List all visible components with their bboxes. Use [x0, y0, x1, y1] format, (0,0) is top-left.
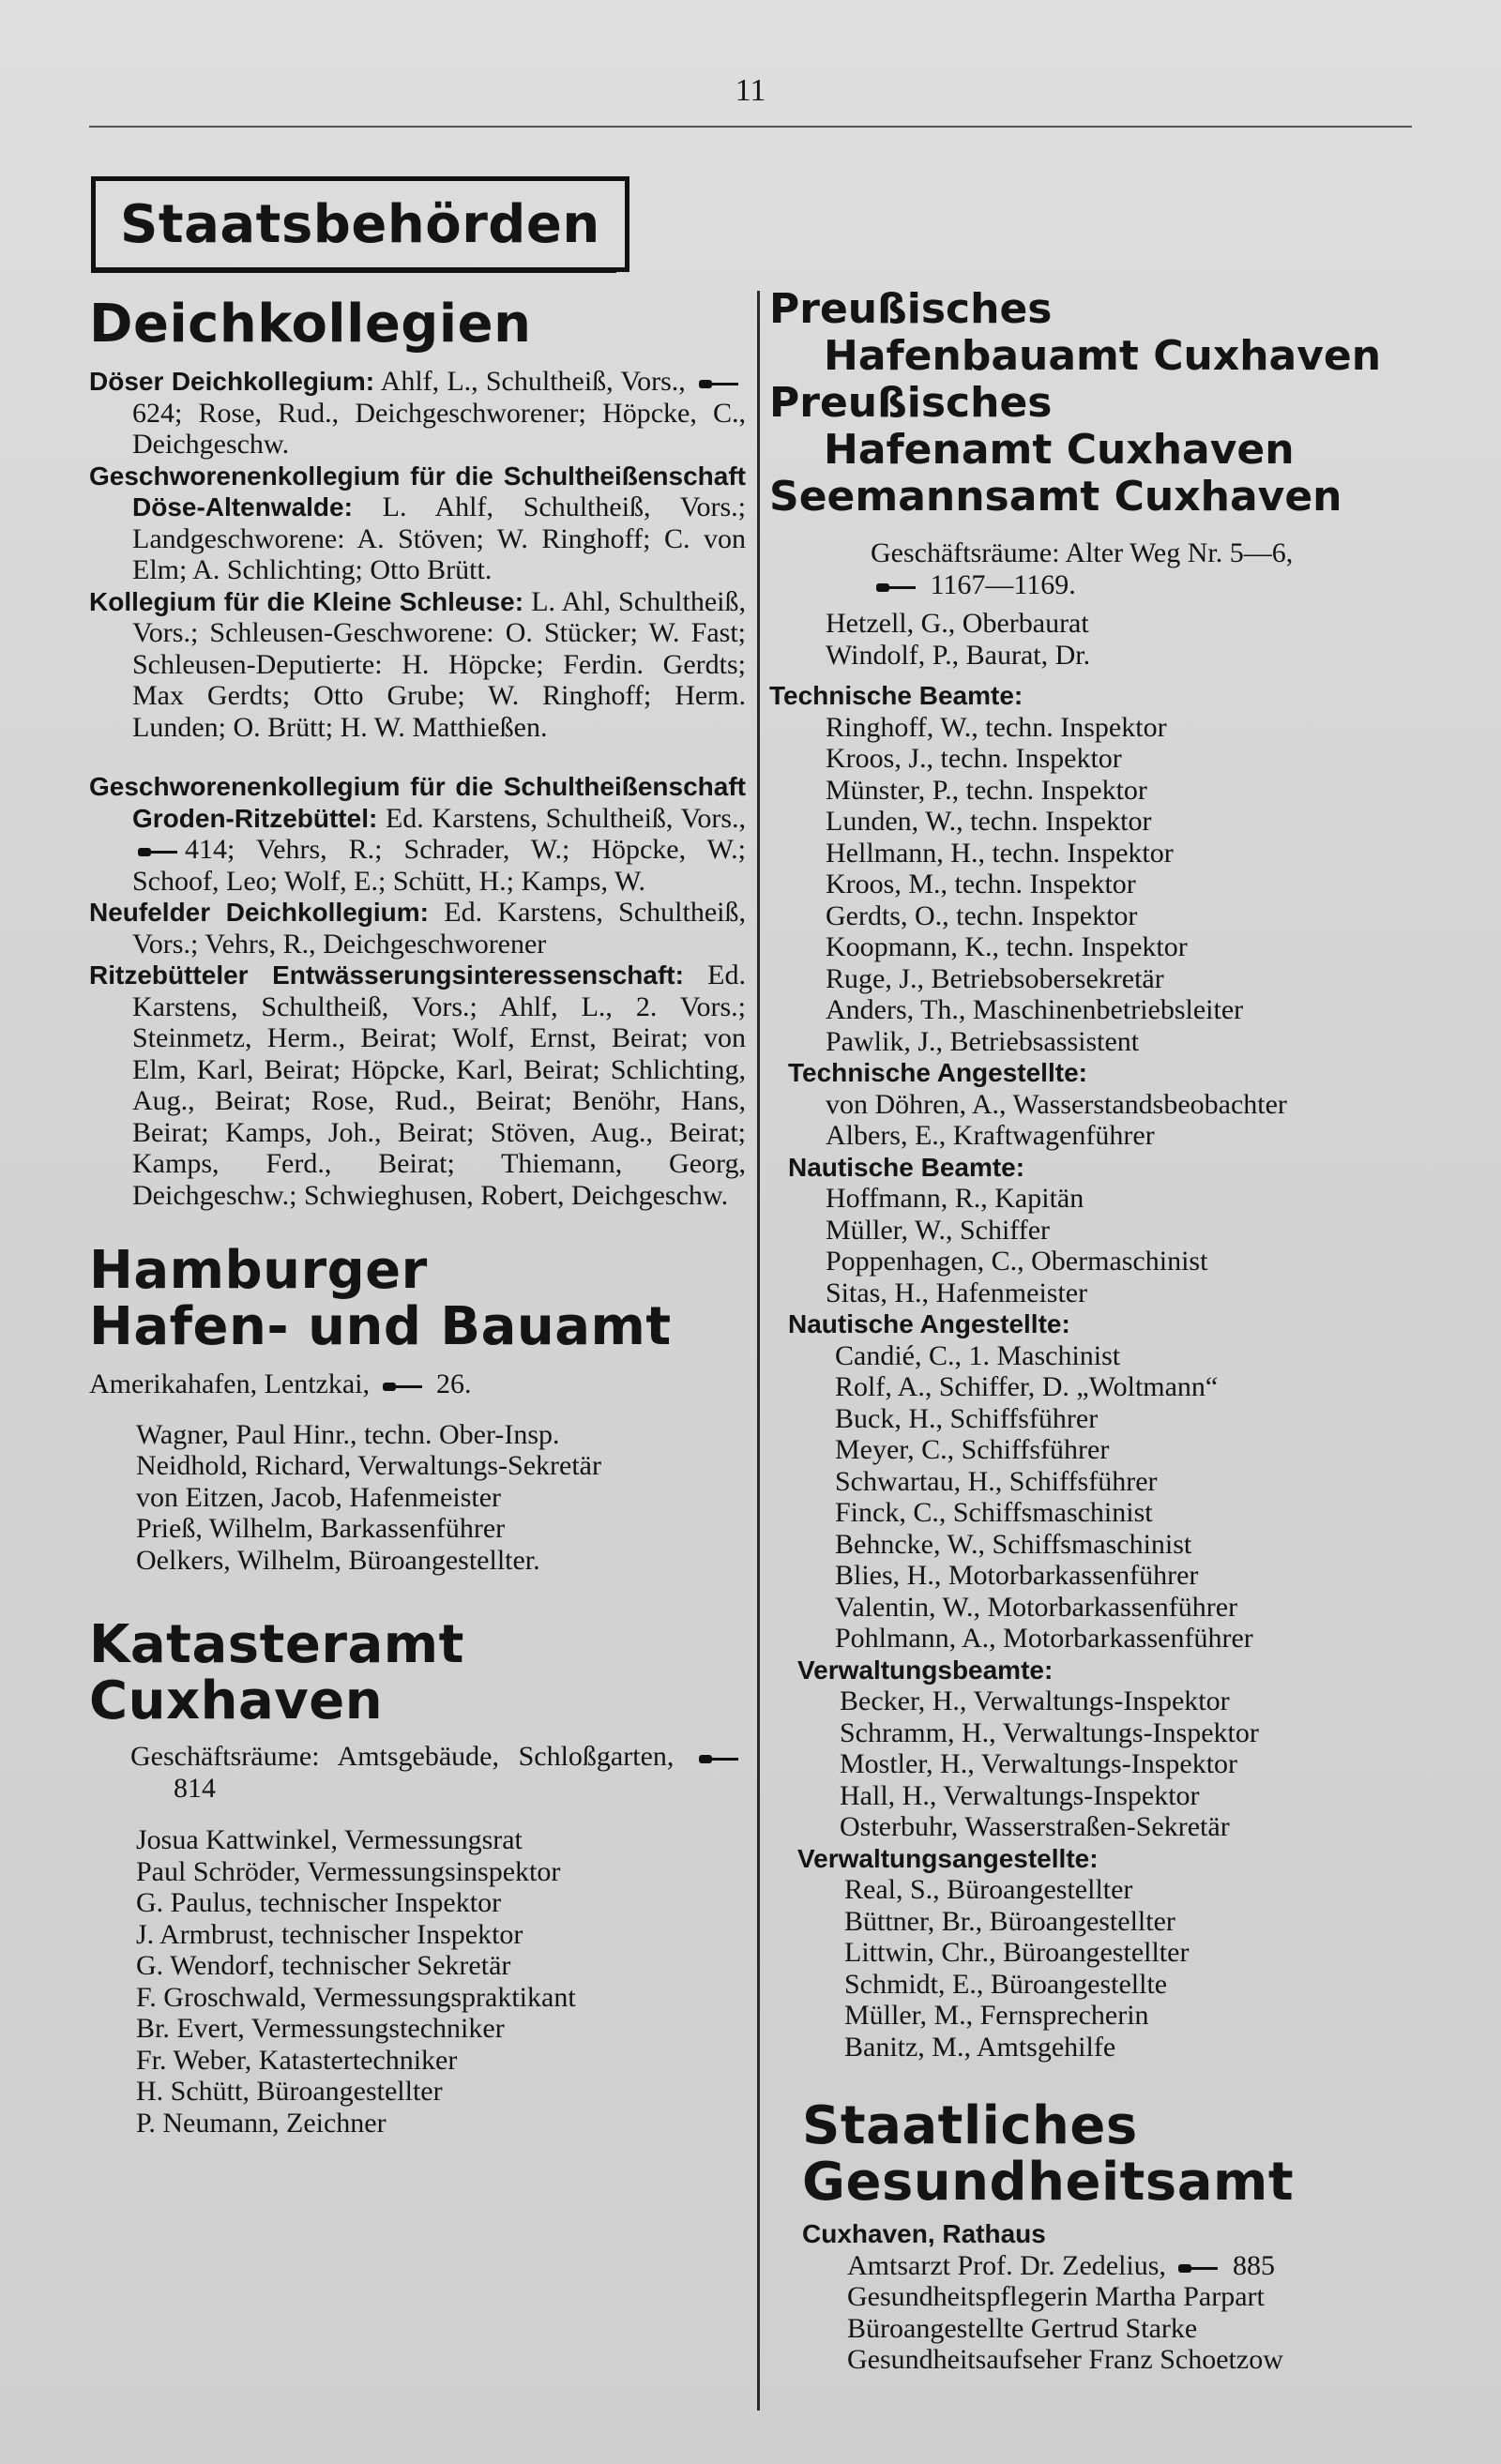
- list-item: F. Groschwald, Vermessungspraktikant: [136, 1981, 576, 2013]
- deich-entries: [89, 366, 746, 1211]
- list-item: Albers, E., Kraftwagenführer: [826, 1120, 1155, 1151]
- list-item: Banitz, M., Amtsgehilfe: [844, 2031, 1116, 2063]
- list-item: Pohlmann, A., Motorbarkassenführer: [835, 1623, 1253, 1654]
- gesundheitsamt-section: [769, 2095, 1426, 2376]
- list-item: Büroangestellte Gertrud Starke: [847, 2312, 1198, 2344]
- list-item: Pawlik, J., Betriebsassistent: [826, 1025, 1140, 1057]
- list-item: Gesundheitsaufseher Franz Schoetzow: [847, 2344, 1283, 2375]
- list-item: Kroos, M., techn. Inspektor: [826, 869, 1136, 899]
- list-item: Schramm, H., Verwaltungs-Inspektor: [840, 1716, 1259, 1748]
- seemannsamt-heading: Seemannsamt Cuxhaven: [769, 473, 1342, 521]
- left-column: [89, 281, 746, 2139]
- group-label: Technische Angestellte:: [788, 1058, 1087, 1087]
- pr-hafenamt-heading-1: Preußisches: [769, 379, 1053, 427]
- pr-hafenbauamt-heading-2: Hafenbauamt Cuxhaven: [824, 332, 1382, 380]
- hafenamt-phone-line: [769, 569, 1426, 601]
- hamburg-staff-list: [89, 1419, 746, 1577]
- list-item: Oelkers, Wilhelm, Büroangestellter.: [136, 1544, 540, 1576]
- group-label: Verwaltungsbeamte:: [797, 1655, 1054, 1685]
- list-item: von Döhren, A., Wasserstandsbeobachter: [826, 1088, 1287, 1120]
- list-item: Mostler, H., Verwaltungs-Inspektor: [840, 1748, 1238, 1779]
- entry-kleine-schleuse: [89, 586, 746, 744]
- group-items: [769, 1340, 1426, 1655]
- list-item: Koopmann, K., techn. Inspektor: [826, 931, 1188, 962]
- entry-text: Ed. Karstens, Schultheiß, Vors.,: [385, 802, 747, 834]
- group-label: Technische Beamte:: [769, 681, 1023, 710]
- list-item: Osterbuhr, Wasserstraßen-Sekretär: [840, 1811, 1230, 1842]
- list-item: Poppenhagen, C., Obermaschinist: [826, 1246, 1208, 1277]
- list-item: G. Paulus, technischer Inspektor: [136, 1887, 502, 1918]
- entry-text: Ed. Karstens, Schultheiß, Vors.; Vehrs, R., Deichgeschworener: [132, 897, 746, 960]
- group-label: Verwaltungsangestellte:: [797, 1843, 1099, 1873]
- phone-number: 885: [1232, 2249, 1275, 2281]
- entry-label: Geschworenenkollegium für die Schultheißenschaft Groden-Ritzebüttel:: [89, 772, 746, 833]
- group-label: Nautische Angestellte:: [788, 1309, 1070, 1338]
- list-item: Gerdts, O., techn. Inspektor: [826, 899, 1138, 931]
- entry-text: Ed. Karstens, Schultheiß, Vors.; Ahlf, L., 2. Vors.; Steinmetz, Herm., Beirat; Wolf, Ernst, Beirat; von Elm, Karl, Beirat; Höpcke, Karl, Beirat; Schlichting, Aug., Beirat; Rose, Rud., Beirat; Benöhr, Hans, Beirat; Kamps, Joh., Beirat; Stöven, Aug., Beirat; Kamps, Ferd., Beirat; Thiemann, Georg, Deichgeschw.; Schwieghusen, Robert, Deichgeschw.: [132, 960, 746, 1211]
- entry-text-after: ; Rose, Rud., Deichgeschworener; Höpcke, C., Deichgeschw.: [132, 397, 746, 460]
- list-item: Prieß, Wilhelm, Barkassenführer: [136, 1513, 506, 1544]
- section-title: Staatsbehörden: [91, 176, 629, 272]
- list-item: Lunden, W., techn. Inspektor: [826, 806, 1152, 837]
- entry-label: Ritzebütteler Entwässerungsinteressenschaft:: [89, 960, 684, 990]
- group-items: [769, 1089, 1426, 1152]
- entry-doeser: [89, 366, 746, 461]
- deichkollegien-heading: Deichkollegien: [89, 294, 532, 355]
- entry-label: Kollegium für die Kleine Schleuse:: [89, 586, 524, 616]
- staff-group-nautische-angestellte: [769, 1308, 1426, 1655]
- list-item: Ruge, J., Betriebsobersekretär: [826, 962, 1164, 994]
- entry-text-after: ; Vehrs, R.; Schrader, W.; Höpcke, W.; Schoof, Leo; Wolf, E.; Schütt, H.; Kamps, W.: [132, 834, 746, 897]
- list-item: Windolf, P., Baurat, Dr.: [826, 639, 1091, 671]
- entry-groden-ritzebuettel: [89, 771, 746, 897]
- list-item: Br. Evert, Vermessungstechniker: [136, 2013, 505, 2044]
- pr-hafenamt-heading-2: Hafenamt Cuxhaven: [824, 426, 1295, 474]
- pr-hafenbauamt-heading-1: Preußisches: [769, 285, 1053, 333]
- list-item: Hellmann, H., techn. Inspektor: [826, 837, 1174, 869]
- hamburg-address: [89, 1368, 746, 1400]
- telephone-icon: [1178, 2260, 1220, 2275]
- list-item: Hetzell, G., Oberbaurat: [826, 608, 1089, 639]
- list-item: Hoffmann, R., Kapitän: [826, 1183, 1084, 1214]
- kataster-heading-1: Katasteramt: [89, 1614, 464, 1675]
- list-item: Neidhold, Richard, Verwaltungs-Sekretär: [136, 1450, 601, 1481]
- phone-number: 26.: [436, 1368, 472, 1399]
- gesundheitsamt-heading-2: Gesundheitsamt: [802, 2152, 1295, 2213]
- entry-ritzebuetteler: [89, 960, 746, 1211]
- phone-number: 414: [185, 834, 227, 865]
- list-item: Blies, H., Motorbarkassenführer: [835, 1560, 1199, 1591]
- address-text: Amerikahafen, Lentzkai,: [89, 1368, 371, 1399]
- list-item: Schwartau, H., Schiffsführer: [835, 1465, 1158, 1497]
- list-item: H. Schütt, Büroangestellter: [136, 2076, 443, 2107]
- group-items: [769, 712, 1426, 1058]
- list-item: Finck, C., Schiffsmaschinist: [835, 1497, 1153, 1528]
- gesundheitsamt-address: Cuxhaven, Rathaus: [802, 2219, 1046, 2248]
- staff-text: Amtsarzt Prof. Dr. Zedelius,: [847, 2249, 1166, 2281]
- hamburger-heading-1: Hamburger: [89, 1240, 428, 1301]
- telephone-icon: [138, 844, 179, 859]
- list-item: Büttner, Br., Büroangestellter: [844, 1905, 1175, 1937]
- list-item: Behncke, W., Schiffsmaschinist: [835, 1528, 1192, 1560]
- staff-group-verwaltungsangestellte: [769, 1843, 1426, 2063]
- entry-label: Geschworenenkollegium für die Schultheißenschaft Döse-Altenwalde:: [89, 461, 746, 522]
- entry-text: L. Ahlf, Schultheiß, Vors.; Landgeschworene: A. Stöven; W. Ringhoff; C. von Elm; A. Schlichting; Otto Brütt.: [132, 491, 746, 585]
- hafenamt-heads: [769, 608, 1426, 671]
- list-item: Kroos, J., techn. Inspektor: [826, 743, 1122, 774]
- group-items: [769, 1874, 1426, 2063]
- entry-label: Döser Deichkollegium:: [89, 367, 375, 396]
- kataster-heading-2: Cuxhaven: [89, 1670, 384, 1731]
- list-item: J. Armbrust, technischer Inspektor: [136, 1918, 523, 1950]
- group-label: Nautische Beamte:: [788, 1152, 1025, 1182]
- entry-text: Ahlf, L., Schultheiß, Vors.,: [380, 366, 686, 397]
- staff-group-verwaltungsbeamte: [769, 1655, 1426, 1843]
- title-underline: [91, 268, 616, 273]
- list-item: Josua Kattwinkel, Vermessungsrat: [136, 1824, 523, 1855]
- entry-neufelder: [89, 897, 746, 960]
- list-item: Candié, C., 1. Maschinist: [835, 1339, 1121, 1371]
- address-text: Geschäftsräume: Amtsgebäude, Schloßgarten,: [130, 1741, 675, 1772]
- list-item: G. Wendorf, technischer Sekretär: [136, 1950, 511, 1981]
- group-items: [769, 1183, 1426, 1308]
- list-item: von Eitzen, Jacob, Hafenmeister: [136, 1481, 502, 1513]
- top-rule: [89, 126, 1412, 128]
- list-item: Gesundheitspflegerin Martha Parpart: [847, 2281, 1265, 2312]
- list-item: Müller, M., Fernsprecherin: [844, 2000, 1149, 2031]
- list-item: Rolf, A., Schiffer, D. „Woltmann“: [835, 1371, 1219, 1402]
- right-column: [769, 286, 1426, 2376]
- staff-group-nautische-beamte: [769, 1152, 1426, 1309]
- hamburger-heading-2: Hafen- und Bauamt: [89, 1296, 672, 1357]
- telephone-icon: [699, 1751, 740, 1766]
- entry-text: L. Ahl, Schultheiß, Vors.; Schleusen-Geschworene: O. Stücker; W. Fast; Schleusen-Deputierte: H. Höpcke; Ferdin. Gerdts; Max Gerdts; Otto Grube; W. Ringhoff; Herm. Lunden; O. Brütt; H. W. Matthießen.: [132, 585, 746, 743]
- phone-number: 624: [132, 397, 174, 429]
- list-item: Valentin, W., Motorbarkassenführer: [835, 1591, 1238, 1623]
- gesundheitsamt-heading-1: Staatliches: [802, 2095, 1138, 2156]
- telephone-icon: [876, 580, 917, 595]
- list-item: Schmidt, E., Büroangestellte: [844, 1968, 1168, 2000]
- list-item: Fr. Weber, Katastertechniker: [136, 2044, 458, 2076]
- kataster-address: [89, 1741, 746, 1804]
- list-item: Münster, P., techn. Inspektor: [826, 774, 1147, 806]
- list-item: P. Neumann, Zeichner: [136, 2107, 387, 2139]
- list-item: Anders, Th., Maschinenbetriebsleiter: [826, 994, 1244, 1025]
- group-items: [769, 1685, 1426, 1843]
- staff-group-technische-beamte: [769, 680, 1426, 1057]
- phone-number: 1167—1169.: [930, 568, 1076, 600]
- list-item: Becker, H., Verwaltungs-Inspektor: [840, 1685, 1230, 1716]
- phone-number: 814: [174, 1772, 216, 1804]
- list-item: Müller, W., Schiffer: [826, 1214, 1051, 1246]
- list-item: Meyer, C., Schiffsführer: [835, 1434, 1110, 1465]
- column-divider: [757, 291, 760, 2411]
- list-item: Hall, H., Verwaltungs-Inspektor: [840, 1779, 1200, 1811]
- page-number: 11: [735, 73, 766, 108]
- list-item: Real, S., Büroangestellter: [844, 1874, 1133, 1905]
- staff-group-technische-angestellte: [769, 1057, 1426, 1152]
- list-item: Wagner, Paul Hinr., techn. Ober-Insp.: [136, 1418, 560, 1450]
- list-item: Littwin, Chr., Büroangestellter: [844, 1937, 1190, 1968]
- telephone-icon: [699, 376, 740, 391]
- list-item: Buck, H., Schiffsführer: [835, 1402, 1099, 1434]
- gesundheitsamt-staff: [802, 2250, 1426, 2376]
- telephone-icon: [383, 1379, 424, 1394]
- entry-doese-altenwalde: [89, 461, 746, 586]
- list-item: Ringhoff, W., techn. Inspektor: [826, 711, 1167, 743]
- kataster-staff-list: [89, 1824, 746, 2139]
- hafenamt-address: Geschäftsräume: Alter Weg Nr. 5—6,: [871, 537, 1294, 568]
- entry-label: Neufelder Deichkollegium:: [89, 898, 429, 927]
- list-item: Paul Schröder, Vermessungsinspektor: [136, 1855, 561, 1887]
- list-item: [847, 2250, 1426, 2282]
- list-item: Sitas, H., Hafenmeister: [826, 1277, 1088, 1308]
